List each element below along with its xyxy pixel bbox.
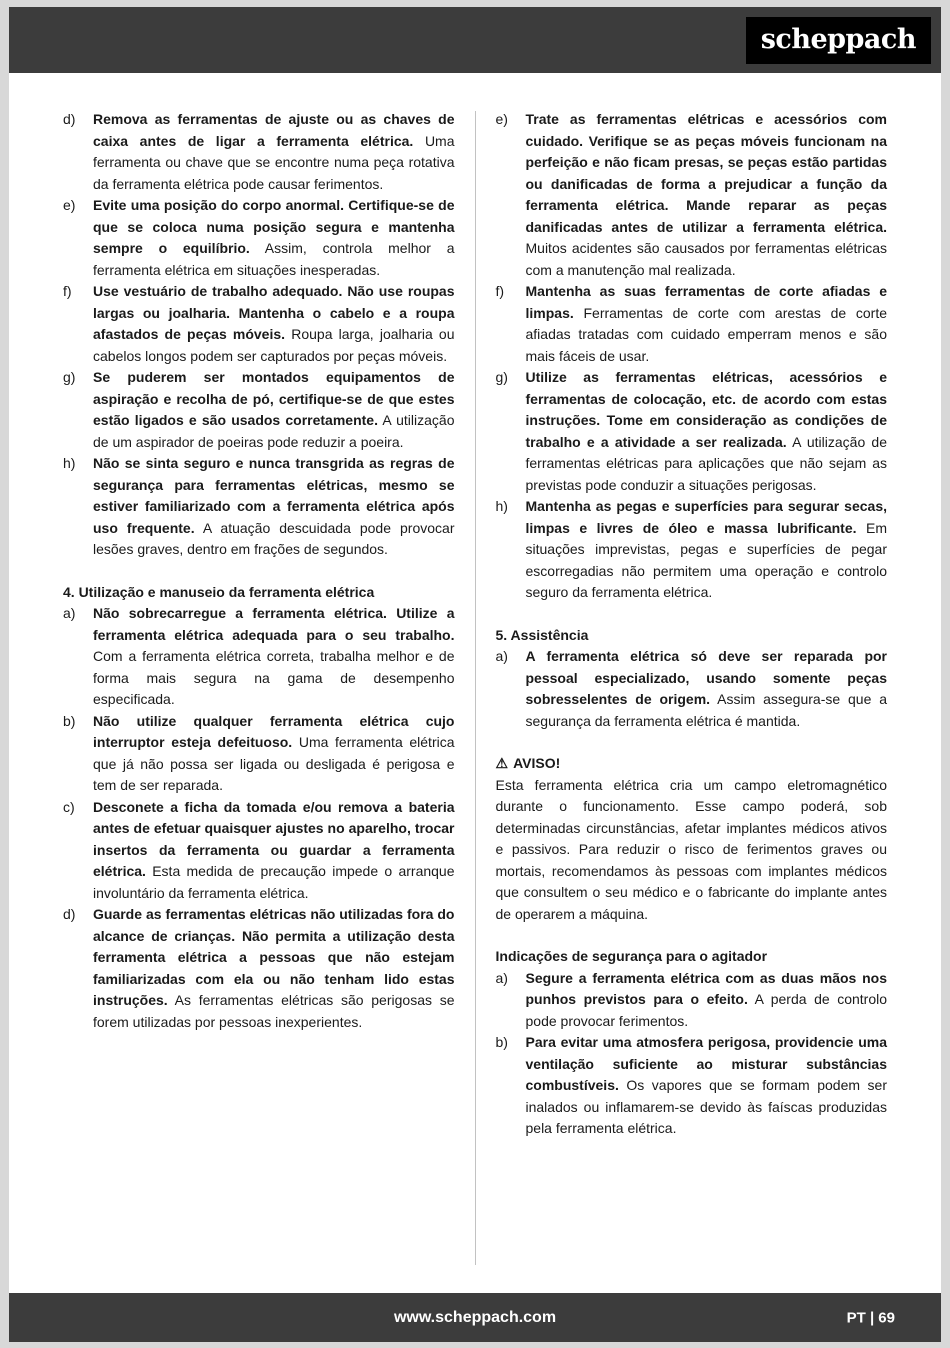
list-item [63,603,455,711]
list-item-text [93,109,455,195]
list-item-bold: Mantenha as suas ferramentas de corte afiadas e limpas. [525,283,887,321]
list-item-text [93,195,455,281]
list-item-body: Assim assegura-se que a segurança da ferramenta elétrica é mantida. [525,691,887,729]
list-item-text [93,711,455,797]
list-item-label: d) [63,906,76,922]
list-item [63,109,455,195]
list-item-bold: Se puderem ser montados equipamentos de aspiração e recolha de pó, certifique-se de que estes estão ligados e são usados corretamente. [93,369,455,428]
list-item-label: d) [63,111,76,127]
list-item-body: A utilização de um aspirador de poeiras pode reduzir a poeira. [93,412,455,450]
left-column [63,109,455,1279]
list-item [496,367,888,496]
list-item [63,797,455,905]
list-item-body: Muitos acidentes são causados por ferramentas elétricas com a manutenção mal realizada. [525,240,887,278]
list-item-text [526,109,888,281]
list-item-label: b) [495,1034,508,1050]
page-header [9,7,941,73]
list-item-label: e) [63,197,76,213]
list-item-label: a) [495,969,508,986]
list-item-bold: A ferramenta elétrica só deve ser reparada por pessoal especializado, usando somente peças sobresselentes de origem. [525,648,887,707]
list-item-body: Com a ferramenta elétrica correta, trabalha melhor e de forma mais segura na gama de desempenho especificada. [93,648,455,707]
list-item-bold: Remova as ferramentas de ajuste ou as chaves de caixa antes de ligar a ferramenta elétrica. [93,111,455,149]
list-item-label: g) [495,369,508,385]
right-column [496,109,888,1279]
list-item-bold: Segure a ferramenta elétrica com as duas mãos nos punhos previstos para o efeito. [525,969,887,1007]
section-heading-4: 4. Utilização e manuseio da ferramenta elétrica [63,583,375,600]
list-item [496,968,888,1033]
list-item [496,109,888,281]
column-divider [475,111,476,1265]
list-item-body: Ferramentas de corte com arestas de corte afiadas tratadas com cuidado emperram menos e são mais fáceis de usar. [525,304,887,364]
warning-title-text: AVISO! [513,755,561,771]
list-item-body: Esta medida de precaução impede o arranque involuntário da ferramenta elétrica. [93,863,455,901]
list-item-text [93,367,455,453]
scheppach-logo [746,17,931,64]
list-item-bold: Não sobrecarregue a ferramenta elétrica. Utilize a ferramenta elétrica adequada para o seu trabalho. [93,605,455,643]
list-item [496,1032,888,1140]
list-item-label: f) [63,283,72,299]
page-number: PT | 69 [846,1309,895,1326]
list-item-label: c) [63,798,75,815]
list-item-body: Assim, controla melhor a ferramenta elétrica em situações inesperadas. [93,240,455,278]
list-item-bold: Use vestuário de trabalho adequado. Não use roupas largas ou joalharia. Mantenha o cabelo e a roupa afastados de peças móveis. [93,283,455,342]
list-item-label: g) [63,369,76,385]
list-item-label: h) [495,498,508,514]
list-item [496,646,888,732]
list-item-text [93,281,455,367]
list-item [63,711,455,797]
list-item-text [93,797,455,905]
warning-heading [496,753,888,775]
list-item-label: f) [495,283,505,299]
list-item-body: Em situações imprevistas, pegas e superfícies de pegar escorregadias não permitem uma operação e controlo seguro da ferramenta elétrica. [525,519,888,600]
list-item-bold: Desconete a ficha da tomada e/ou remova a bateria antes de efetuar quaisquer ajustes no aparelho, trocar insertos da ferramenta ou guardar a ferramenta elétrica. [93,798,455,879]
list-item-label: b) [63,712,76,729]
list-item-text [93,453,455,561]
list-item [63,281,455,367]
warning-paragraph: Esta ferramenta elétrica cria um campo eletromagnético durante o funcionamento. Esse campo poderá, sob determinadas circunstâncias, afetar implantes médicos ativos e passivos. Para reduzir o risco de ferimentos graves ou mortais, recomendamos às pessoas com implantes médicos que consultem o seu médico e o fabricante do implante antes de operarem a máquina. [495,776,887,922]
page-content [9,73,941,1293]
list-item-bold: Não utilize qualquer ferramenta elétrica cujo interruptor esteja defeituoso. [93,712,455,750]
list-item-text [526,496,888,604]
logo-text: scheppach [760,24,916,55]
list-item-text [93,904,455,1033]
list-item-bold: Para evitar uma atmosfera perigosa, providencie uma ventilação suficiente ao misturar substâncias combustíveis. [525,1034,887,1093]
list-item-bold: Trate as ferramentas elétricas e acessórios com cuidado. Verifique se as peças móveis funcionam na perfeição e não ficam presas, se peças estão partidas ou danificadas de forma a prejudicar a função da ferramenta elétrica. Mande reparar as peças danificadas antes de utilizar a ferramenta elétrica. [525,111,887,235]
list-item-label: a) [63,605,76,621]
website-url: www.scheppach.com [393,1308,557,1326]
agitador-heading: Indicações de segurança para o agitador [495,948,768,964]
list-item-bold: Não se sinta seguro e nunca transgrida as regras de segurança para ferramentas elétricas, mesmo se estiver familiarizado com a ferramenta elétrica após uso frequente. [93,455,455,536]
list-item-body: As ferramentas elétricas são perigosas se forem utilizadas por pessoas inexperientes. [93,992,455,1030]
list-item [63,904,455,1033]
list-item-body: A perda de controlo pode provocar ferimentos. [525,991,887,1029]
list-item-bold: Mantenha as pegas e superfícies para segurar secas, limpas e livres de óleo e massa lubrificante. [525,498,887,536]
list-item-label: a) [495,648,508,664]
list-item [496,496,888,604]
list-item-body: Roupa larga, joalharia ou cabelos longos podem ser capturados por peças móveis. [93,326,455,364]
list-item-body: A atuação descuidada pode provocar lesões graves, dentro em frações de segundos. [93,519,455,557]
list-item [63,453,455,561]
list-item-text [526,646,888,732]
list-item [496,281,888,367]
page-footer [9,1293,941,1342]
list-item-bold: Evite uma posição do corpo anormal. Certifique-se de que se coloca numa posição segura e mantenha sempre o equilíbrio. [93,197,455,256]
list-item-text [526,968,888,1033]
section-heading-5: 5. Assistência [495,626,589,643]
list-item-bold: Utilize as ferramentas elétricas, acessórios e ferramentas de colocação, etc. de acordo com estas instruções. Tome em consideração as condições de trabalho e a atividade a ser realizada. [525,369,887,450]
list-item-body: A utilização de ferramentas elétricas para aplicações que não sejam as previstas pode conduzir a situações perigosas. [525,433,887,493]
list-item-body: Os vapores que se formam podem ser inalados ou inflamarem-se devido às faíscas produzidas pela ferramenta elétrica. [525,1077,887,1136]
list-item-text [526,1032,888,1140]
list-item-body: Uma ferramenta elétrica que já não possa ser ligada ou desligada é perigosa e tem de ser reparada. [93,734,455,793]
list-item-text [526,281,888,367]
warning-icon: ⚠ [495,755,509,771]
list-item-bold: Guarde as ferramentas elétricas não utilizadas fora do alcance de crianças. Não permita a utilização desta ferramenta elétrica a pessoas que não estejam familiarizadas com ela ou não tenham lido estas instruções. [93,906,455,1008]
list-item-label: h) [63,455,76,471]
list-item-text [93,603,455,711]
list-item-label: e) [495,111,508,127]
list-item-body: Uma ferramenta ou chave que se encontre numa peça rotativa da ferramenta elétrica pode causar ferimentos. [93,132,455,192]
list-item [63,367,455,453]
list-item-text [526,367,888,496]
list-item [63,195,455,281]
